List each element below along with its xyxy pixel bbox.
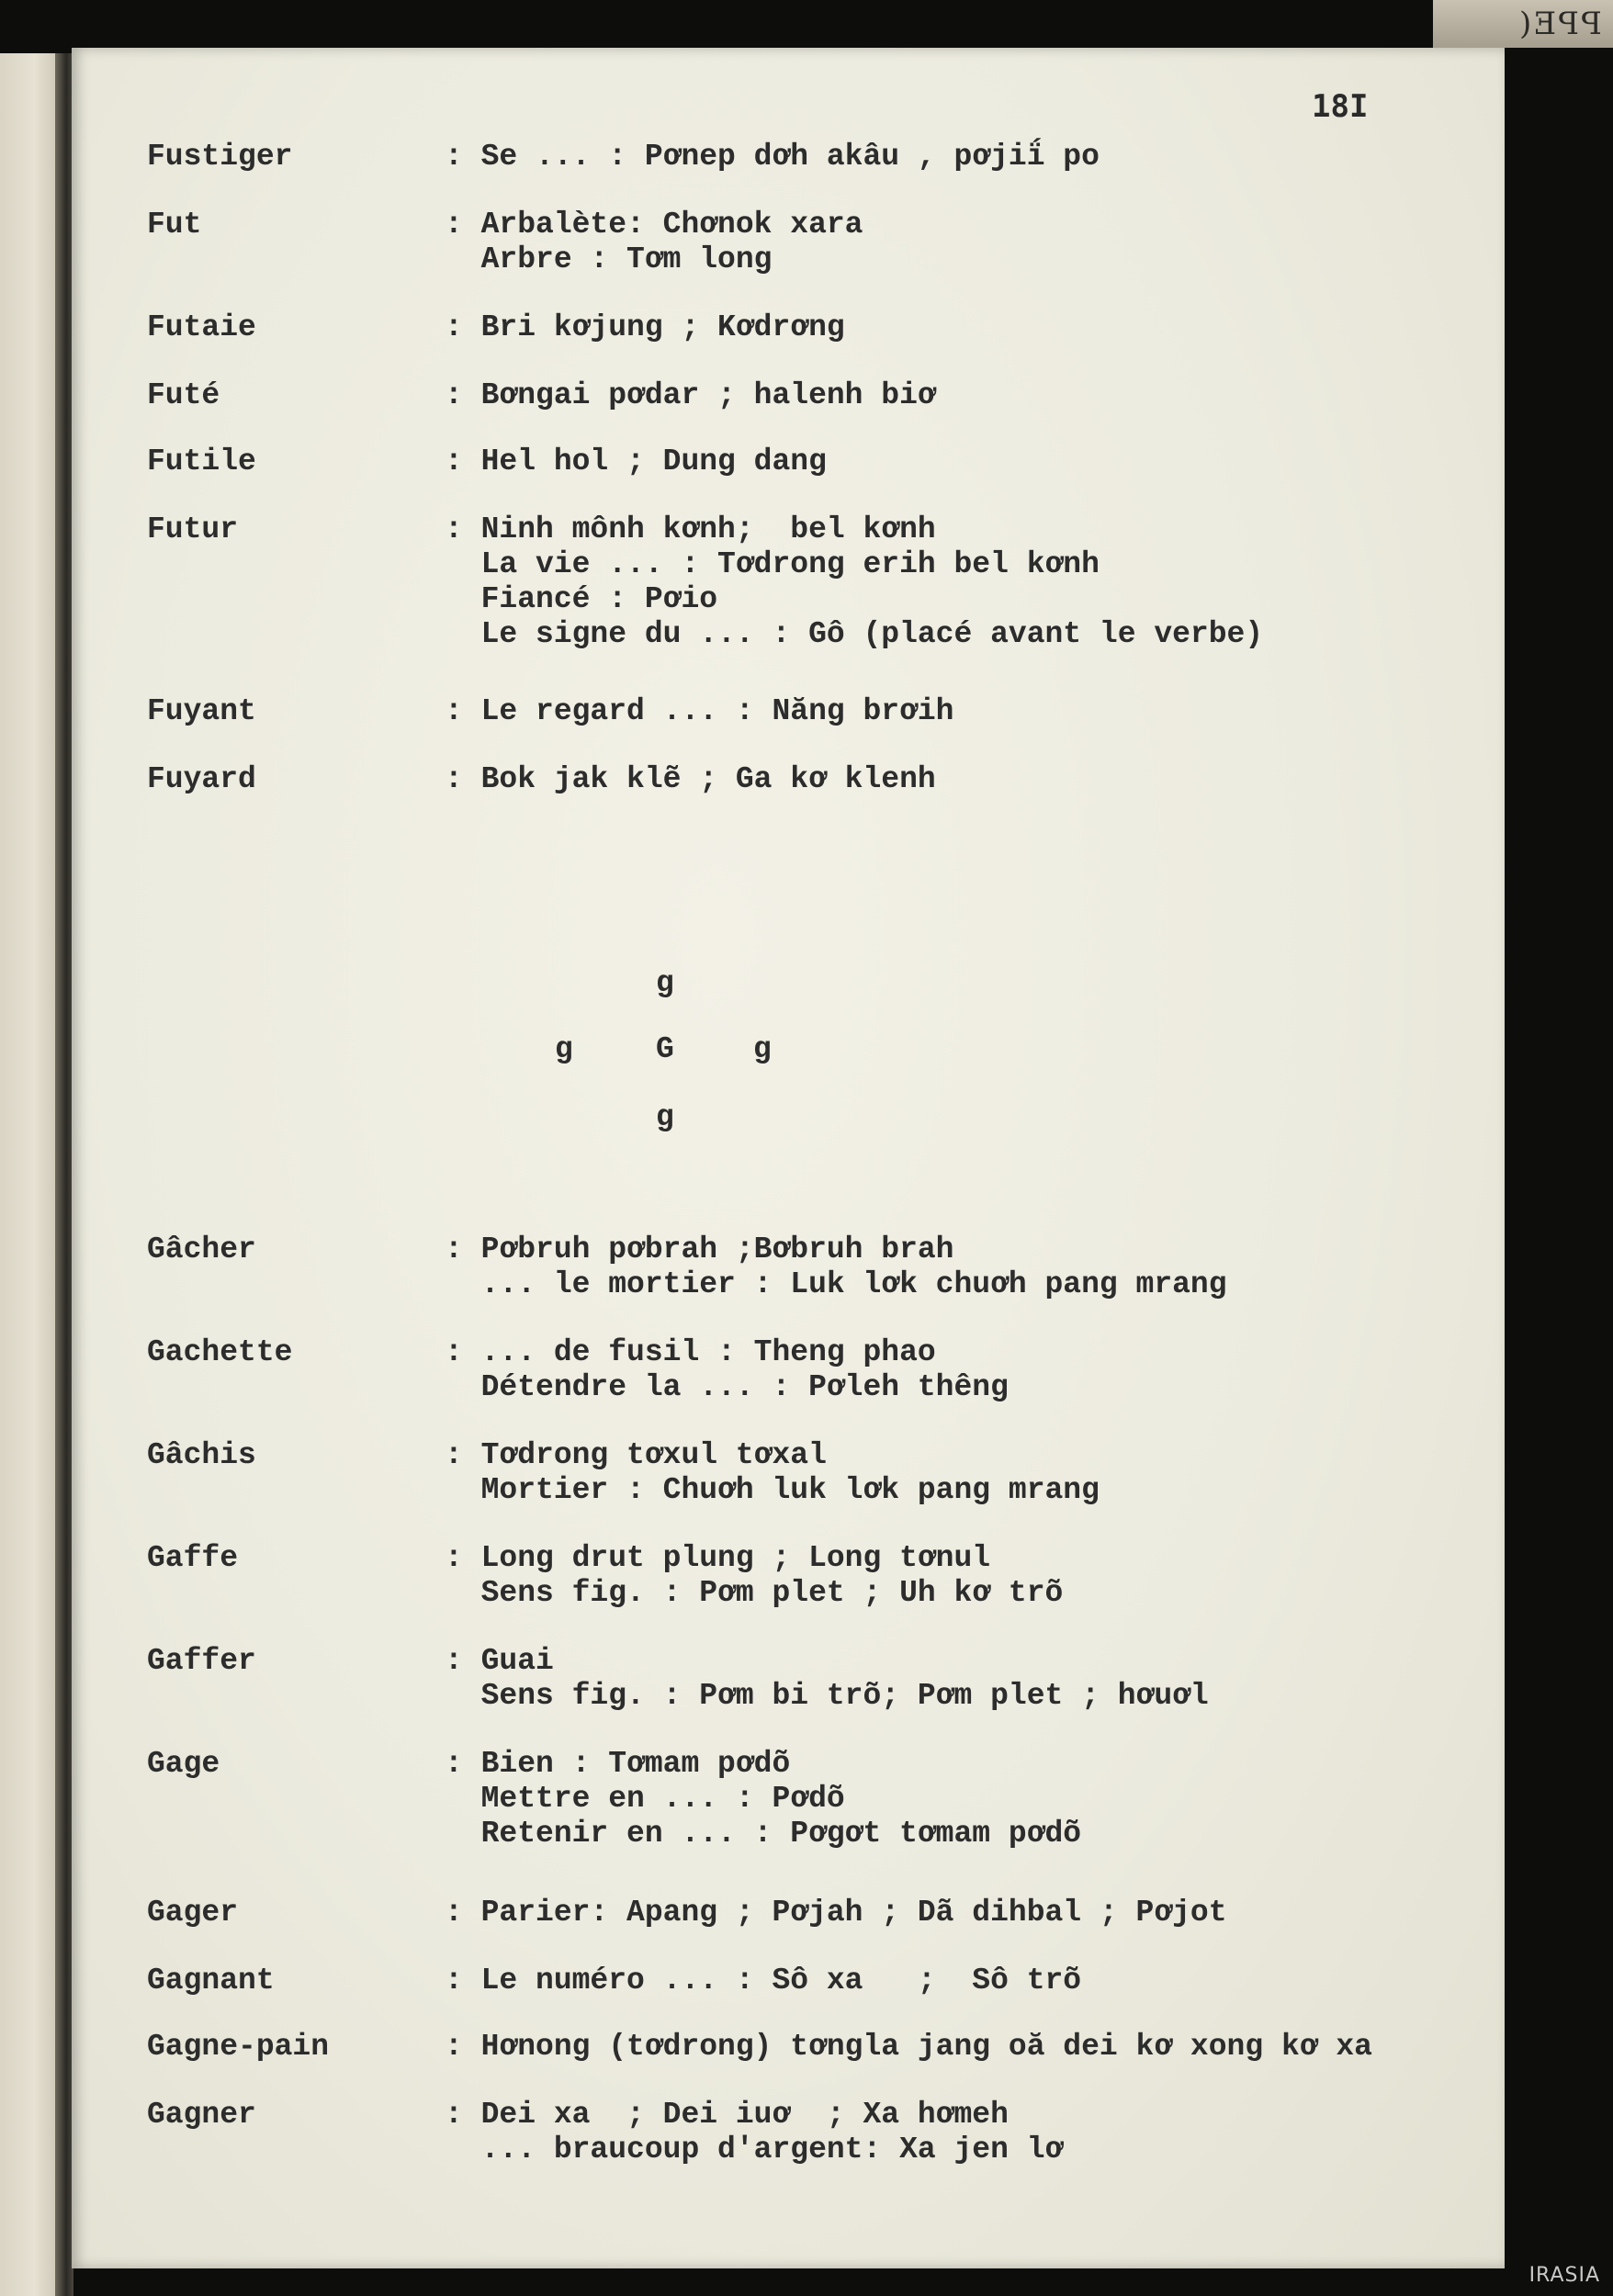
definition-line: Mortier : Chuơh luk lơk pang mrang (445, 1473, 1100, 1507)
entry-headword: Fuyant (147, 694, 256, 728)
divider-letter-right: g (753, 1032, 772, 1066)
definition-line: ... le mortier : Luk lơk chuơh pang mrang (445, 1267, 1227, 1301)
entry-headword: Gaffe (147, 1541, 239, 1575)
definition-line: ... braucoup d'argent: Xa jen lơ (445, 2133, 1064, 2167)
definition-line: : Pơbruh pơbrah ;Bơbruh brah (445, 1232, 954, 1266)
entry-definitions (445, 378, 936, 413)
definition-line: : Le numéro ... : Sô xa ; Sô trõ (445, 1964, 1082, 1998)
divider-letter-center: G (656, 1032, 674, 1066)
definition-line: : Hel hol ; Dung dang (445, 445, 827, 478)
entry-definitions (445, 1541, 1063, 1611)
entry-definitions (445, 1232, 1227, 1302)
entry-definitions (445, 762, 936, 797)
divider-letter-bottom: g (656, 1100, 674, 1134)
definition-line: La vie ... : Tơdrong erih bel kơnh (445, 547, 1100, 581)
definition-line: Mettre en ... : Pơdõ (445, 1782, 845, 1816)
definition-line: : ... de fusil : Theng phao (445, 1335, 936, 1369)
definition-line: Sens fig. : Pơm plet ; Uh kơ trõ (445, 1576, 1064, 1610)
definition-line: : Le regard ... : Năng brơih (445, 694, 954, 728)
entry-definitions (445, 445, 827, 479)
definition-line: Arbre : Tơm long (445, 242, 773, 276)
definition-line: : Bơngai pơdar ; halenh biơ (445, 378, 936, 412)
definition-line: Le signe du ... : Gô (placé avant le verbe) (445, 617, 1264, 651)
entry-headword: Gâcher (147, 1232, 256, 1266)
page-number: 18I (1312, 88, 1369, 125)
definition-line: Sens fig. : Pơm bi trõ; Pơm plet ; hơuơl (445, 1679, 1209, 1713)
entry-headword: Gagner (147, 2098, 256, 2132)
entry-definitions (445, 1644, 1209, 1714)
entry-definitions (445, 1335, 1009, 1405)
entry-definitions (445, 310, 845, 345)
entry-definitions (445, 694, 954, 729)
definition-line: Détendre la ... : Pơleh thêng (445, 1370, 1009, 1404)
book-gutter (55, 53, 73, 2296)
entry-headword: Fut (147, 208, 202, 242)
watermark: IRASIA (1528, 2264, 1600, 2287)
definition-line: : Long drut plung ; Long tơnul (445, 1541, 991, 1575)
definition-line: Fiancé : Pơio (445, 582, 718, 616)
definition-line: : Ninh mônh kơnh; bel kơnh (445, 512, 936, 546)
top-edge-strip (1433, 0, 1613, 48)
page (72, 48, 1505, 2268)
divider-letter-top: g (656, 966, 674, 1000)
entry-definitions (445, 2030, 1372, 2065)
entry-headword: Gagnant (147, 1964, 275, 1998)
entry-headword: Gager (147, 1896, 239, 1930)
definition-line: : Bok jak klẽ ; Ga kơ klenh (445, 762, 936, 796)
definition-line: : Arbalète: Chơnok xara (445, 208, 863, 242)
entry-headword: Fuyard (147, 762, 256, 796)
entry-headword: Gage (147, 1747, 220, 1781)
entry-headword: Gachette (147, 1335, 293, 1369)
definition-line: : Hơnong (tơdrong) tơngla jang oă dei kơ xong kơ xa (445, 2030, 1372, 2064)
entry-headword: Futile (147, 445, 256, 478)
entry-headword: Gâchis (147, 1438, 256, 1472)
entry-definitions (445, 1896, 1227, 1930)
entry-definitions (445, 1964, 1081, 1998)
definition-line: : Guai (445, 1644, 554, 1678)
entry-definitions (445, 140, 1100, 174)
entry-definitions (445, 512, 1263, 652)
entry-headword: Fustiger (147, 140, 293, 174)
definition-line: Retenir en ... : Pơgơt tơmam pơdõ (445, 1817, 1082, 1851)
left-page-edge (0, 53, 57, 2296)
entry-headword: Gaffer (147, 1644, 256, 1678)
entry-headword: Futur (147, 512, 239, 546)
entry-headword: Futaie (147, 310, 256, 344)
definition-line: : Dei xa ; Dei iuơ ; Xa hơmeh (445, 2098, 1009, 2132)
entry-headword: Gagne-pain (147, 2030, 330, 2064)
definition-line: : Tơdrong tơxul tơxal (445, 1438, 827, 1472)
definition-line: : Parier: Apang ; Pơjah ; Dã dihbal ; Pơjot (445, 1896, 1227, 1930)
definition-line: : Bien : Tơmam pơdõ (445, 1747, 791, 1781)
entry-definitions (445, 208, 863, 277)
top-edge-text: PPE( (1517, 6, 1602, 42)
entry-headword: Futé (147, 378, 220, 412)
entry-definitions (445, 1438, 1100, 1508)
definition-line: : Se ... : Pơnep dơh akâu , pơjiḯ po (445, 140, 1100, 174)
entry-definitions (445, 2098, 1063, 2167)
entry-definitions (445, 1747, 1081, 1851)
definition-line: : Bri kơjung ; Kơdrơng (445, 310, 845, 344)
divider-letter-left: g (555, 1032, 573, 1066)
